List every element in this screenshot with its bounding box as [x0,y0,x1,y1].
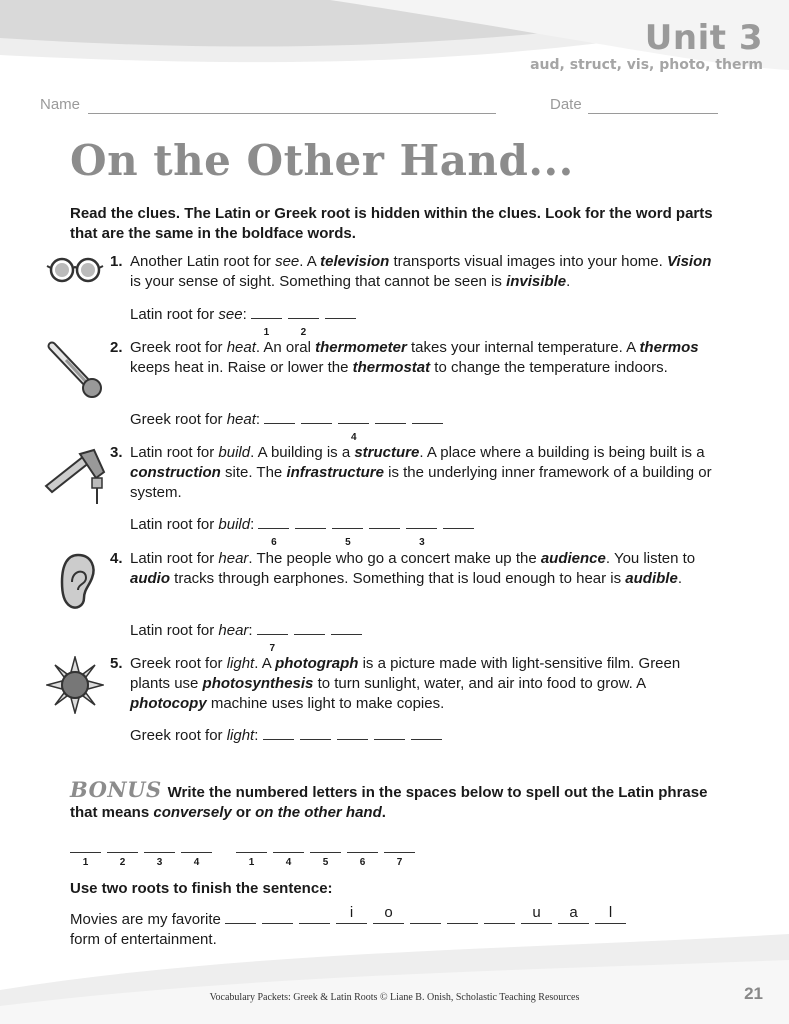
eyeglasses-icon [46,254,104,286]
answer-blank[interactable] [332,514,363,548]
sentence-blank[interactable] [373,904,404,924]
answer-blank[interactable] [300,725,331,740]
date-label: Date [550,96,582,113]
clue-text [130,549,720,589]
answer-line-4 [130,620,368,654]
sentence-prefix: Movies are my favorite [70,911,226,928]
answer-label-colon: : [254,727,263,744]
bonus-blank[interactable] [236,838,267,868]
answer-label-colon: : [255,411,265,428]
boldface-word: television [320,253,390,270]
sentence-suffix: form of entertainment. [70,931,217,948]
name-label: Name [40,96,81,113]
bonus-word-2 [236,840,421,868]
answer-label-word: build [218,516,251,533]
boldface-word: photosynthesis [202,675,314,692]
clue-text [130,443,720,503]
clue-fragment: site. The [220,464,287,481]
blank-number: 4 [193,857,200,868]
bonus-blank[interactable] [273,838,304,868]
boldface-word: construction [130,464,221,481]
clue-fragment: Another Latin root for [130,253,276,270]
sentence-blank[interactable] [336,904,367,924]
answer-blank[interactable] [263,725,294,740]
answer-label-colon: : [248,622,257,639]
boldface-word: invisible [506,273,567,290]
clue-fragment: . A building is a [250,444,355,461]
root-meaning: see [275,253,300,270]
boldface-word: thermostat [352,359,431,376]
clue-1 [110,252,720,292]
blank-number: 2 [119,857,126,868]
sentence-blank[interactable] [262,909,293,924]
clue-fragment: . A [254,655,276,672]
clue-5 [110,654,720,714]
answer-blank[interactable] [331,620,362,635]
clue-fragment: Latin root for [130,444,219,461]
unit-title: Unit 3 [644,18,763,58]
name-field[interactable] [40,96,80,113]
boldface-word: audience [540,550,606,567]
clue-fragment: . A [299,253,321,270]
answer-blank[interactable] [257,620,288,654]
sentence-blank[interactable] [299,909,330,924]
answer-blank[interactable] [374,725,405,740]
answer-blank[interactable] [294,620,325,635]
blank-number: 3 [156,857,163,868]
answer-blank[interactable] [338,409,369,443]
blank-number: 3 [419,537,425,548]
bonus-text-3: . [381,804,386,821]
bonus-word-1 [70,840,218,868]
clue-number: 5. [110,655,123,672]
bonus-text-2: or [231,804,256,821]
answer-blank[interactable] [369,514,400,529]
bonus-blank[interactable] [70,838,101,868]
date-rule [588,113,718,114]
answer-blank[interactable] [412,409,443,424]
answer-blank[interactable] [258,514,289,548]
boldface-word: thermos [639,339,699,356]
clue-number: 3. [110,444,123,461]
clue-text [130,654,720,714]
clue-2 [110,338,720,378]
blank-number: 4 [285,857,292,868]
sentence-blank[interactable] [447,909,478,924]
clue-fragment: . [566,273,571,290]
clue-number: 1. [110,253,123,270]
blank-number: 1 [248,857,255,868]
boldface-word: Vision [666,253,712,270]
boldface-word: photocopy [130,695,207,712]
bonus-blank[interactable] [347,838,378,868]
answer-blank[interactable] [375,409,406,424]
boldface-word: photograph [275,655,359,672]
blank-letter: u [532,904,541,921]
sentence-blank[interactable] [225,909,256,924]
blank-number: 7 [269,643,276,654]
clue-fragment: Latin root for [130,550,219,567]
answer-blank[interactable] [337,725,368,740]
answer-line-5 [130,725,448,746]
blank-number: 5 [322,857,329,868]
answer-blank[interactable] [295,514,326,529]
answer-line-3 [130,514,480,548]
clue-fragment: is a picture made with light-sensitive film. Green plants use [130,655,681,692]
footer-credit: Vocabulary Packets: Greek & Latin Roots © Liane B. Onish, Scholastic Teaching Resources [209,992,580,1003]
clue-fragment: . A place where a building is being built is a [419,444,705,461]
clue-fragment: to turn sunlight, water, and air into food to grow. A [313,675,646,692]
clue-fragment: is the underlying inner framework of a building or system. [130,464,712,501]
bonus-italic-2: on the other hand [255,804,382,821]
answer-label-word: hear [218,622,249,639]
clue-fragment: transports visual images into your home. [389,253,667,270]
sentence-blanks [225,904,632,928]
sentence-blank[interactable] [410,909,441,924]
bonus-blank[interactable] [310,838,341,868]
clue-number: 4. [110,550,123,567]
date-field[interactable] [550,96,582,113]
answer-label: Latin root for [130,306,219,323]
thermometer-icon [44,340,108,404]
boldface-word: infrastructure [286,464,384,481]
clue-fragment: Greek root for [130,655,227,672]
blank-letter: l [608,904,613,921]
blank-number: 1 [82,857,89,868]
answer-blank[interactable] [264,409,295,424]
answer-blank[interactable] [325,304,356,319]
clue-fragment: . [677,570,682,587]
answer-label: Greek root for [130,411,227,428]
page-number: 21 [744,984,763,1003]
clue-text [130,252,720,292]
answer-label-word: light [226,727,255,744]
blank-number: 2 [300,327,307,338]
boldface-word: thermometer [315,339,407,356]
blank-number: 6 [271,537,277,548]
clue-text [130,338,720,378]
answer-line-1 [130,304,362,338]
name-rule [88,113,496,114]
bonus-blanks [70,838,421,868]
boldface-word: audible [625,570,678,587]
boldface-word: audio [130,570,170,587]
answer-blank[interactable] [251,304,282,338]
answer-label: Latin root for [130,516,219,533]
blank-number: 1 [263,327,270,338]
clue-fragment: . An oral [255,339,316,356]
footer-swoosh [0,930,789,1024]
instructions: Read the clues. The Latin or Greek root is hidden within the clues. Look for the word parts that are the same in the boldface words. [70,205,713,242]
sentence-blank[interactable] [484,909,515,924]
root-meaning: light [226,655,255,672]
clue-fragment: to change the temperature indoors. [430,359,668,376]
unit-roots: aud, struct, vis, photo, therm [530,57,763,73]
sun-icon [46,656,104,714]
blank-letter: i [349,904,354,921]
blank-letter: o [384,904,393,921]
clue-fragment: . The people who go a concert make up the [248,550,541,567]
answer-label-colon: : [242,306,251,323]
clue-fragment: keeps heat in. Raise or lower the [130,359,353,376]
sentence-blank[interactable] [595,904,626,924]
bonus-instructions [70,777,720,823]
bonus-blank[interactable] [181,838,212,868]
answer-label-word: heat [226,411,256,428]
sentence-blank[interactable] [558,904,589,924]
bonus-text-1: Write the numbered letters in the spaces below to spell out the Latin phrase that means [70,784,708,821]
clue-fragment: tracks through earphones. Something that is loud enough to hear is [170,570,626,587]
clue-4 [110,549,720,589]
blank-letter: a [569,904,578,921]
blank-number: 7 [396,857,403,868]
blank-number: 5 [345,537,351,548]
sentence-heading: Use two roots to finish the sentence: [70,880,333,897]
ear-icon [56,552,100,612]
answer-label-word: see [218,306,243,323]
clue-fragment: . You listen to [605,550,696,567]
blank-number: 4 [350,432,357,443]
answer-blank[interactable] [411,725,442,740]
clue-fragment: takes your internal temperature. A [406,339,640,356]
bonus-blank[interactable] [144,838,175,868]
clue-number: 2. [110,339,123,356]
boldface-word: structure [354,444,420,461]
answer-blank[interactable] [288,304,319,338]
answer-blank[interactable] [301,409,332,424]
hammer-icon [44,448,110,508]
answer-blank[interactable] [406,514,437,548]
root-meaning: heat [226,339,256,356]
clue-fragment: Greek root for [130,339,227,356]
blank-number: 6 [359,857,366,868]
sentence-blank[interactable] [521,904,552,924]
clue-fragment: machine uses light to make copies. [206,695,445,712]
bonus-tag: BONUS [70,777,162,802]
page-title: On the Other Hand... [70,136,574,185]
answer-line-2 [130,409,449,443]
bonus-blank[interactable] [107,838,138,868]
clue-fragment: is your sense of sight. Something that cannot be seen is [130,273,507,290]
answer-label-colon: : [250,516,259,533]
root-meaning: build [218,444,251,461]
bonus-blank[interactable] [384,838,415,868]
bonus-italic-1: conversely [153,804,232,821]
root-meaning: hear [218,550,249,567]
clue-3 [110,443,720,503]
answer-label: Latin root for [130,622,219,639]
answer-blank[interactable] [443,514,474,529]
answer-label: Greek root for [130,727,227,744]
